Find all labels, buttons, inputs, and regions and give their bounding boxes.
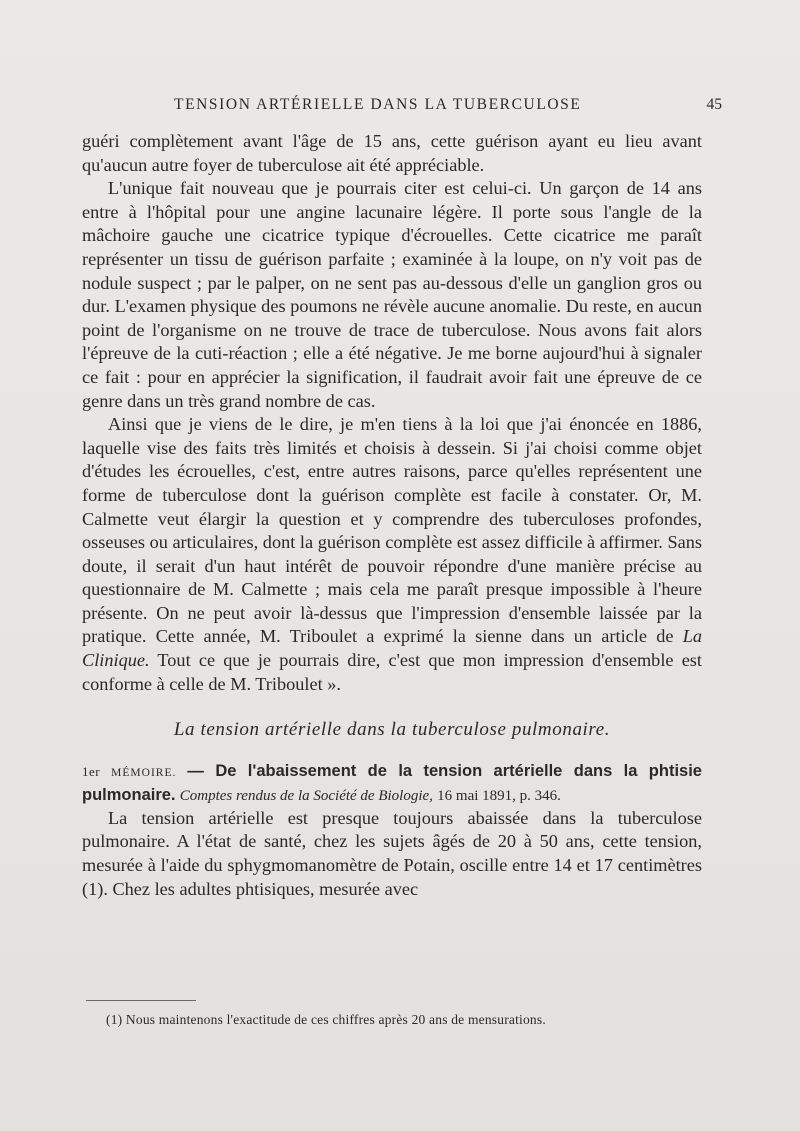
running-header (82, 96, 722, 120)
footnote-rule (86, 1000, 196, 1001)
paragraph-law-text-b: Tout ce que je pourrais dire, c'est que mon impression d'ensemble est conforme à celle de M. Triboulet ». (82, 650, 702, 694)
memoire-label: MÉMOIRE. (111, 766, 177, 779)
memoire-number: 1er (82, 763, 101, 779)
journal-name: La Clinique. (82, 626, 702, 671)
memoire-date: 16 mai 1891, p. 346. (437, 787, 561, 804)
paragraph-continuation: guéri complètement avant l'âge de 15 ans, cette guérison ayant eu lieu avant qu'aucun autre foyer de tuberculose ait été appréciable. (82, 131, 702, 175)
memoire-reference (82, 760, 702, 807)
memoire-title: — De l'abaissement de la tension artérielle dans la phtisie pulmonaire. (82, 761, 702, 804)
main-text (82, 130, 702, 901)
section-title: La tension artérielle dans la tuberculose pulmonaire. (173, 719, 611, 741)
paragraph-law-text-a: Ainsi que je viens de le dire, je m'en tiens à la loi que j'ai énoncée en 1886, laquelle vise des faits très limités et choisis à dessein. Si j'ai choisi comme objet d'études les écrouelles, c'est, entre autres raisons, parce qu'elles représentent une forme de tuberculose dont la guérison complète est facile à constater. Or, M. Calmette veut élargir la question et y comprendre des tuberculoses profondes, osseuses ou articulaires, dont la guérison complète est assez difficile à affirmer. Sans doute, il serait d'un haut intérêt de pouvoir répondre d'une manière précise au questionnaire de M. Calmette ; mais cela me paraît presque impossible à l'heure présente. On ne peut avoir là-dessus que l'impression d'ensemble laissée par la pratique. Cette année, M. Triboulet a exprimé la sienne dans un article de (82, 414, 702, 647)
page-number: 45 (706, 96, 722, 113)
paragraph-law (82, 413, 702, 696)
memoire-source: Comptes rendus de la Société de Biologie, (179, 787, 433, 804)
footnote: (1) Nous maintenons l'exactitude de ces chiffres après 20 ans de mensurations. (106, 1012, 546, 1027)
paragraph-tension: La tension artérielle est presque toujours abaissée dans la tuberculose pulmonaire. A l'état de santé, chez les sujets âgés de 20 à 50 ans, cette tension, mesurée à l'aide du sphygmomanomètre de Potain, oscille entre 14 et 17 centimètres (1). Chez les adultes phtisiques, mesurée avec (82, 807, 702, 899)
paragraph-case: L'unique fait nouveau que je pourrais citer est celui-ci. Un garçon de 14 ans entre à l'hôpital pour une angine lacunaire légère. Il porte sous l'angle de la mâchoire gauche une cicatrice typique d'écrouelles. Cette cicatrice me paraît représenter un tissu de guérison parfaite ; examinée à la loupe, on n'y voit pas de nodule suspect ; par le palper, on ne sent pas au-dessous d'elle un ganglion gros ou dur. L'examen physique des poumons ne révèle aucune anomalie. Du reste, en aucun point de l'organisme on ne trouve de trace de tuberculose. Nous avons fait alors l'épreuve de la cuti-réaction ; elle a été négative. Je me borne aujourd'hui à signaler ce fait : pour en apprécier la signification, il faudrait avoir fait une épreuve de ce genre dans un très grand nombre de cas. (82, 178, 702, 411)
running-title: TENSION ARTÉRIELLE DANS LA TUBERCULOSE (174, 96, 582, 113)
